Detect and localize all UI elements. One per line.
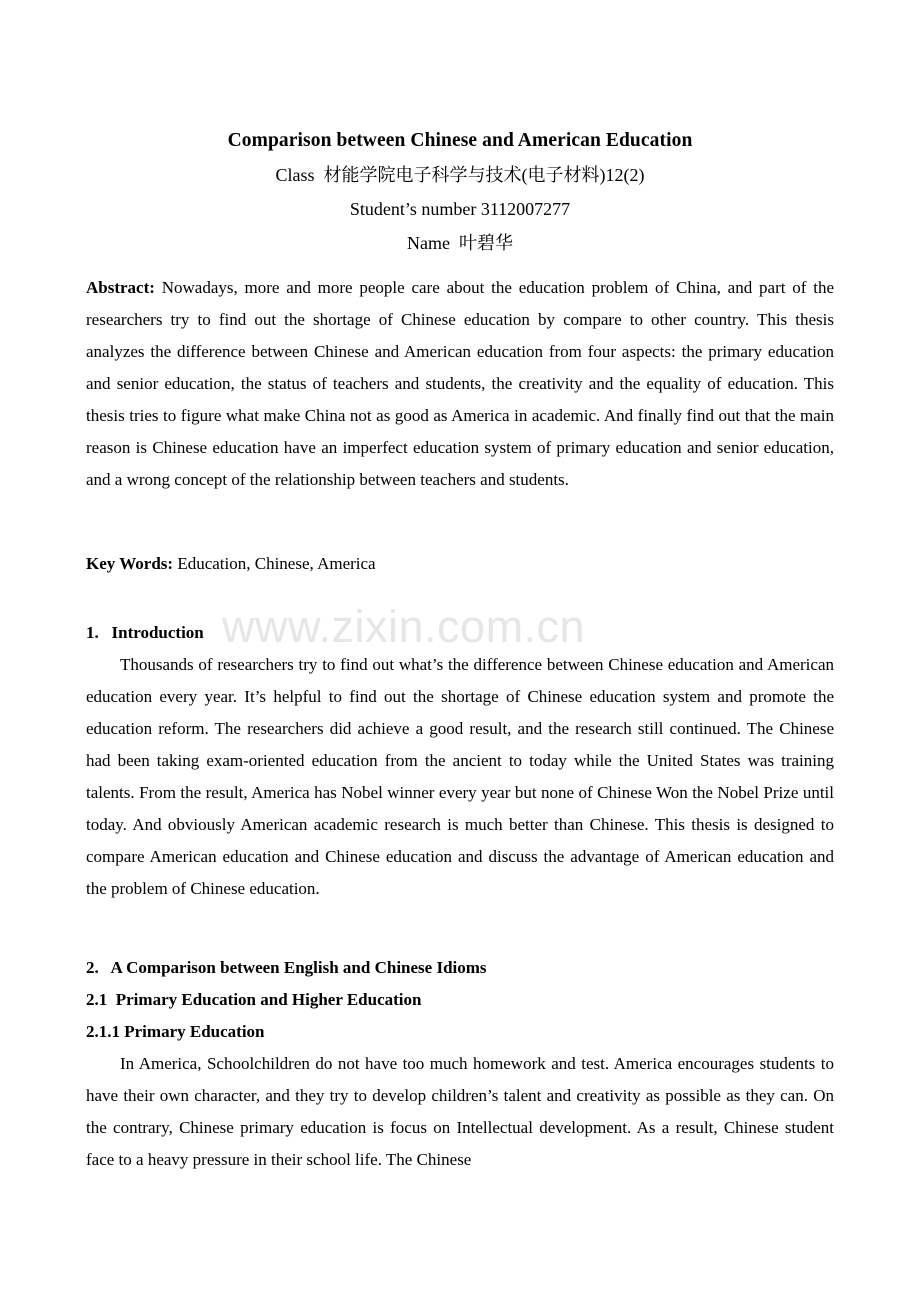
keywords-paragraph — [86, 548, 834, 580]
section-heading-2: 2. A Comparison between English and Chinese Idioms — [86, 957, 487, 977]
section-2-paragraph: In America, Schoolchildren do not have too much homework and test. America encourages students to have their own character, and they try to develop children’s talent and creativity as possible as they can. On the contrary, Chinese primary education is focus on Intellectual development. As a result, Chinese student face to a heavy pressure in their school life. The Chinese — [86, 1053, 834, 1169]
section-subheading-2-1: 2.1 Primary Education and Higher Education — [86, 989, 422, 1009]
section-2-block — [86, 952, 834, 1176]
student-number-line: Student’s number 3112007277 — [349, 198, 571, 219]
class-line: Class 材能学院电子科学与技术(电子材料)12(2) — [275, 164, 645, 185]
section-1-paragraph: Thousands of researchers try to find out what’s the difference between Chinese education and American education every year. It’s helpful to find out the shortage of Chinese education system and promote the education reform. The researchers did achieve a good result, and the research still continued. The Chinese had been taking exam-oriented education from the ancient to today while the United States was training talents. From the result, America has Nobel winner every year but none of Chinese Won the Nobel Prize until today. And obviously American academic research is much better than Chinese. This thesis is designed to compare American education and Chinese education and discuss the advantage of American education and the problem of Chinese education. — [86, 654, 834, 898]
page-title: Comparison between Chinese and American Education — [227, 130, 693, 151]
watermark-text: www.zixin.com.cn — [222, 601, 586, 652]
section-heading-1: 1. Introduction — [86, 622, 204, 642]
keywords-text: Education, Chinese, America — [173, 553, 376, 573]
abstract-label: Abstract: — [86, 277, 155, 297]
abstract-text: Nowadays, more and more people care about the education problem of China, and part of the researchers try to find out the shortage of Chinese education by compare to other country. This thesis analyzes the difference between Chinese and American education from four aspects: the primary education and senior education, the status of teachers and students, the creativity and the equality of education. This thesis tries to figure what make China not as good as America in academic. And finally find out that the main reason is Chinese education have an imperfect education system of primary education and senior education, and a wrong concept of the relationship between teachers and students. — [86, 277, 834, 489]
top-margin-spacer — [86, 0, 834, 131]
author-name-line: Name 叶碧华 — [407, 232, 513, 253]
section-subheading-2-1-1: 2.1.1 Primary Education — [86, 1021, 265, 1041]
abstract-paragraph — [86, 272, 834, 496]
keywords-label: Key Words: — [86, 553, 174, 573]
